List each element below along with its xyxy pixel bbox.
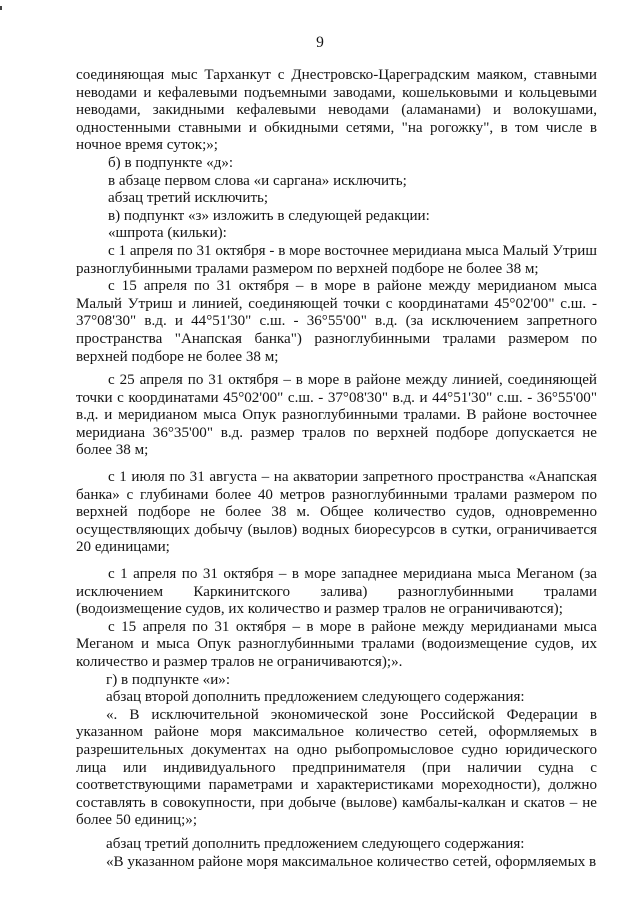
paragraph-period-5: с 1 апреля по 31 октября – в море западнее меридиана мыса Меганом (за исключением Каркинитского залива) разноглубинными тралами (водоизмещение судов, их количество и размер тралов не ограничиваются); — [76, 566, 597, 618]
paragraph-third-abzac-addition: абзац третий дополнить предложением следующего содержания: — [106, 835, 525, 852]
paragraph-third-abzac: абзац третий исключить; — [108, 190, 269, 207]
scan-artifact — [0, 6, 2, 10]
paragraph-subpoint-g: г) в подпункте «и»: — [106, 671, 231, 688]
paragraph-period-6: с 15 апреля по 31 октября – в море в районе между меридианами мыса Меганом и мыса Опук разноглубинными тралами (водоизмещение судов, их количество и размер тралов не ограничиваются);». — [76, 618, 597, 670]
paragraph-quoted-addition: «. В исключительной экономической зоне Российской Федерации в указанном районе моря максимальное количество сетей, оформляемых в разрешительных документах на одно рыбопромысловое судно юридического лица или индивидуального предпринимателя (при наличии судна с соответствующими параметрами и характеристиками мореходности), должно составлять в совокупности, при добыче (вылове) камбалы-калкан и скатов – не более 50 единиц;»; — [76, 706, 597, 829]
paragraph-continuation: соединяющая мыс Тарханкут с Днестровско-Цареградским маяком, ставными неводами и кефалевыми подъемными заводами, кошельковыми и кольцевыми неводами, закидными кефалевыми неводами (аламанами) и волокушами, одностенными ставными и обкидными сетями, "на рогожку", в том числе в ночное время суток;»; — [76, 67, 597, 154]
document-body — [76, 67, 597, 871]
paragraph-period-3: с 25 апреля по 31 октября – в море в районе между линией, соединяющей точки с координатами 45°02'00" с.ш. - 37°08'30" в.д. и 44°51'30" с.ш. - 36°55'00" в.д. и меридианом мыса Опук разноглубинными тралами. В районе восточнее меридиана 36°35'00" в.д. размер тралов по верхней подборе допускается не более 38 м; — [76, 372, 597, 459]
paragraph-period-4: с 1 июля по 31 августа – на акватории запретного пространства «Анапская банка» с глубинами более 40 метров разноглубинными тралами размером по верхней подборе не более 38 м. Общее количество судов, одновременно осуществляющих добычу (вылов) водных биоресурсов в сутки, ограничивается 20 единицами; — [76, 469, 597, 556]
paragraph-subpoint-v: в) подпункт «з» изложить в следующей редакции: — [108, 207, 430, 224]
paragraph-shprota: «шпрота (кильки): — [108, 225, 227, 242]
page-number: 9 — [316, 34, 324, 51]
paragraph-subpoint-b: б) в подпункте «д»: — [108, 154, 234, 171]
paragraph-period-2: с 15 апреля по 31 октября – в море в районе между меридианом мыса Малый Утриш и линией, соединяющей точки с координатами 45°02'00" с.ш. - 37°08'30" в.д. и 44°51'30" с.ш. - 36°55'00" в.д. (за исключением запретного пространства "Анапская банка") разноглубинными тралами размером по верхней подборе не более 38 м; — [76, 278, 597, 365]
paragraph-second-abzac: абзац второй дополнить предложением следующего содержания: — [106, 689, 525, 706]
paragraph-first-abzac: в абзаце первом слова «и саргана» исключить; — [108, 172, 407, 189]
paragraph-final-quote: «В указанном районе моря максимальное количество сетей, оформляемых в — [106, 853, 597, 870]
paragraph-period-1: с 1 апреля по 31 октября - в море восточнее меридиана мыса Малый Утриш разноглубинными тралами размером по верхней подборе не более 38 м; — [76, 242, 597, 277]
